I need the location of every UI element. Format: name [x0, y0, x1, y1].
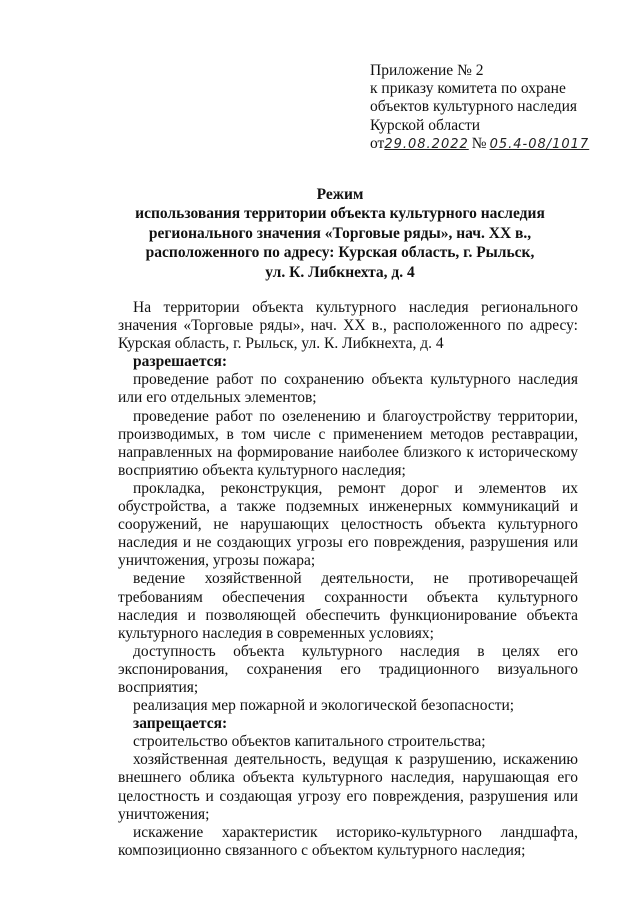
title-line-1: Режим [316, 186, 364, 203]
allowed-item: доступность объекта культурного наследия в целях его экспонирования, сохранения его традиционного визуального восприятия; [118, 642, 578, 696]
appendix-line-4: Курской области [370, 116, 481, 134]
title-line-5: ул. К. Либкнехта, д. 4 [265, 263, 415, 281]
forbidden-item: искажение характеристик историко-культурного ландшафта, композиционно связанного с объектом культурного наследия; [118, 823, 578, 859]
document-body [118, 299, 578, 860]
title-line-3: регионального значения «Торговые ряды», нач. XX в., [148, 224, 532, 242]
allowed-heading: разрешается: [133, 353, 228, 371]
handwritten-date: 29.08.2022 [384, 136, 469, 152]
appendix-line-1: Приложение № 2 [370, 62, 484, 79]
title-line-4: расположенного по адресу: Курская область, г. Рыльск, [145, 244, 535, 262]
from-label: от [370, 134, 385, 152]
allowed-item: прокладка, реконструкция, ремонт дорог и элементов их обустройства, а также подземных инженерных коммуникаций и сооружений, не нарушающих целостность объекта культурного наследия и не создающих угрозы его повреждения, разрушения или уничтожения, угрозы пожара; [118, 479, 578, 570]
intro-paragraph: На территории объекта культурного наследия регионального значения «Торговые ряды», нач. XX в., расположенного по адресу: Курская область, г. Рыльск, ул. К. Либкнехта, д. 4 [118, 299, 578, 353]
allowed-item: ведение хозяйственной деятельности, не противоречащей требованиям обеспечения сохранности объекта культурного наследия и позволяющей обеспечить функционирование объекта культурного наследия в современных условиях; [118, 570, 578, 642]
number-sign: № [471, 134, 487, 152]
forbidden-heading: запрещается: [133, 715, 228, 733]
appendix-line-2: к приказу комитета по охране [370, 80, 566, 98]
appendix-header [370, 62, 630, 154]
forbidden-item: строительство объектов капитального строительства; [133, 733, 486, 751]
order-date-number-line [370, 135, 630, 154]
handwritten-order-number: 05.4-08/1017 [489, 136, 590, 152]
allowed-item: проведение работ по озеленению и благоустройству территории, производимых, в том числе с применением методов реставрации, направленных на формирование наиболее близкого к историческому восприятию объекта культурного наследия; [118, 407, 578, 479]
document-title [118, 185, 562, 282]
appendix-line-3: объектов культурного наследия [370, 98, 578, 116]
forbidden-item: хозяйственная деятельность, ведущая к разрушению, искажению внешнего облика объекта культурного наследия, нарушающая его целостность и создающая угрозу его повреждения, разрушения или уничтожения; [118, 751, 578, 823]
allowed-item: реализация мер пожарной и экологической безопасности; [133, 697, 515, 715]
allowed-item: проведение работ по сохранению объекта культурного наследия или его отдельных элементов; [118, 371, 578, 407]
title-line-2: использования территории объекта культурного наследия [135, 205, 545, 223]
